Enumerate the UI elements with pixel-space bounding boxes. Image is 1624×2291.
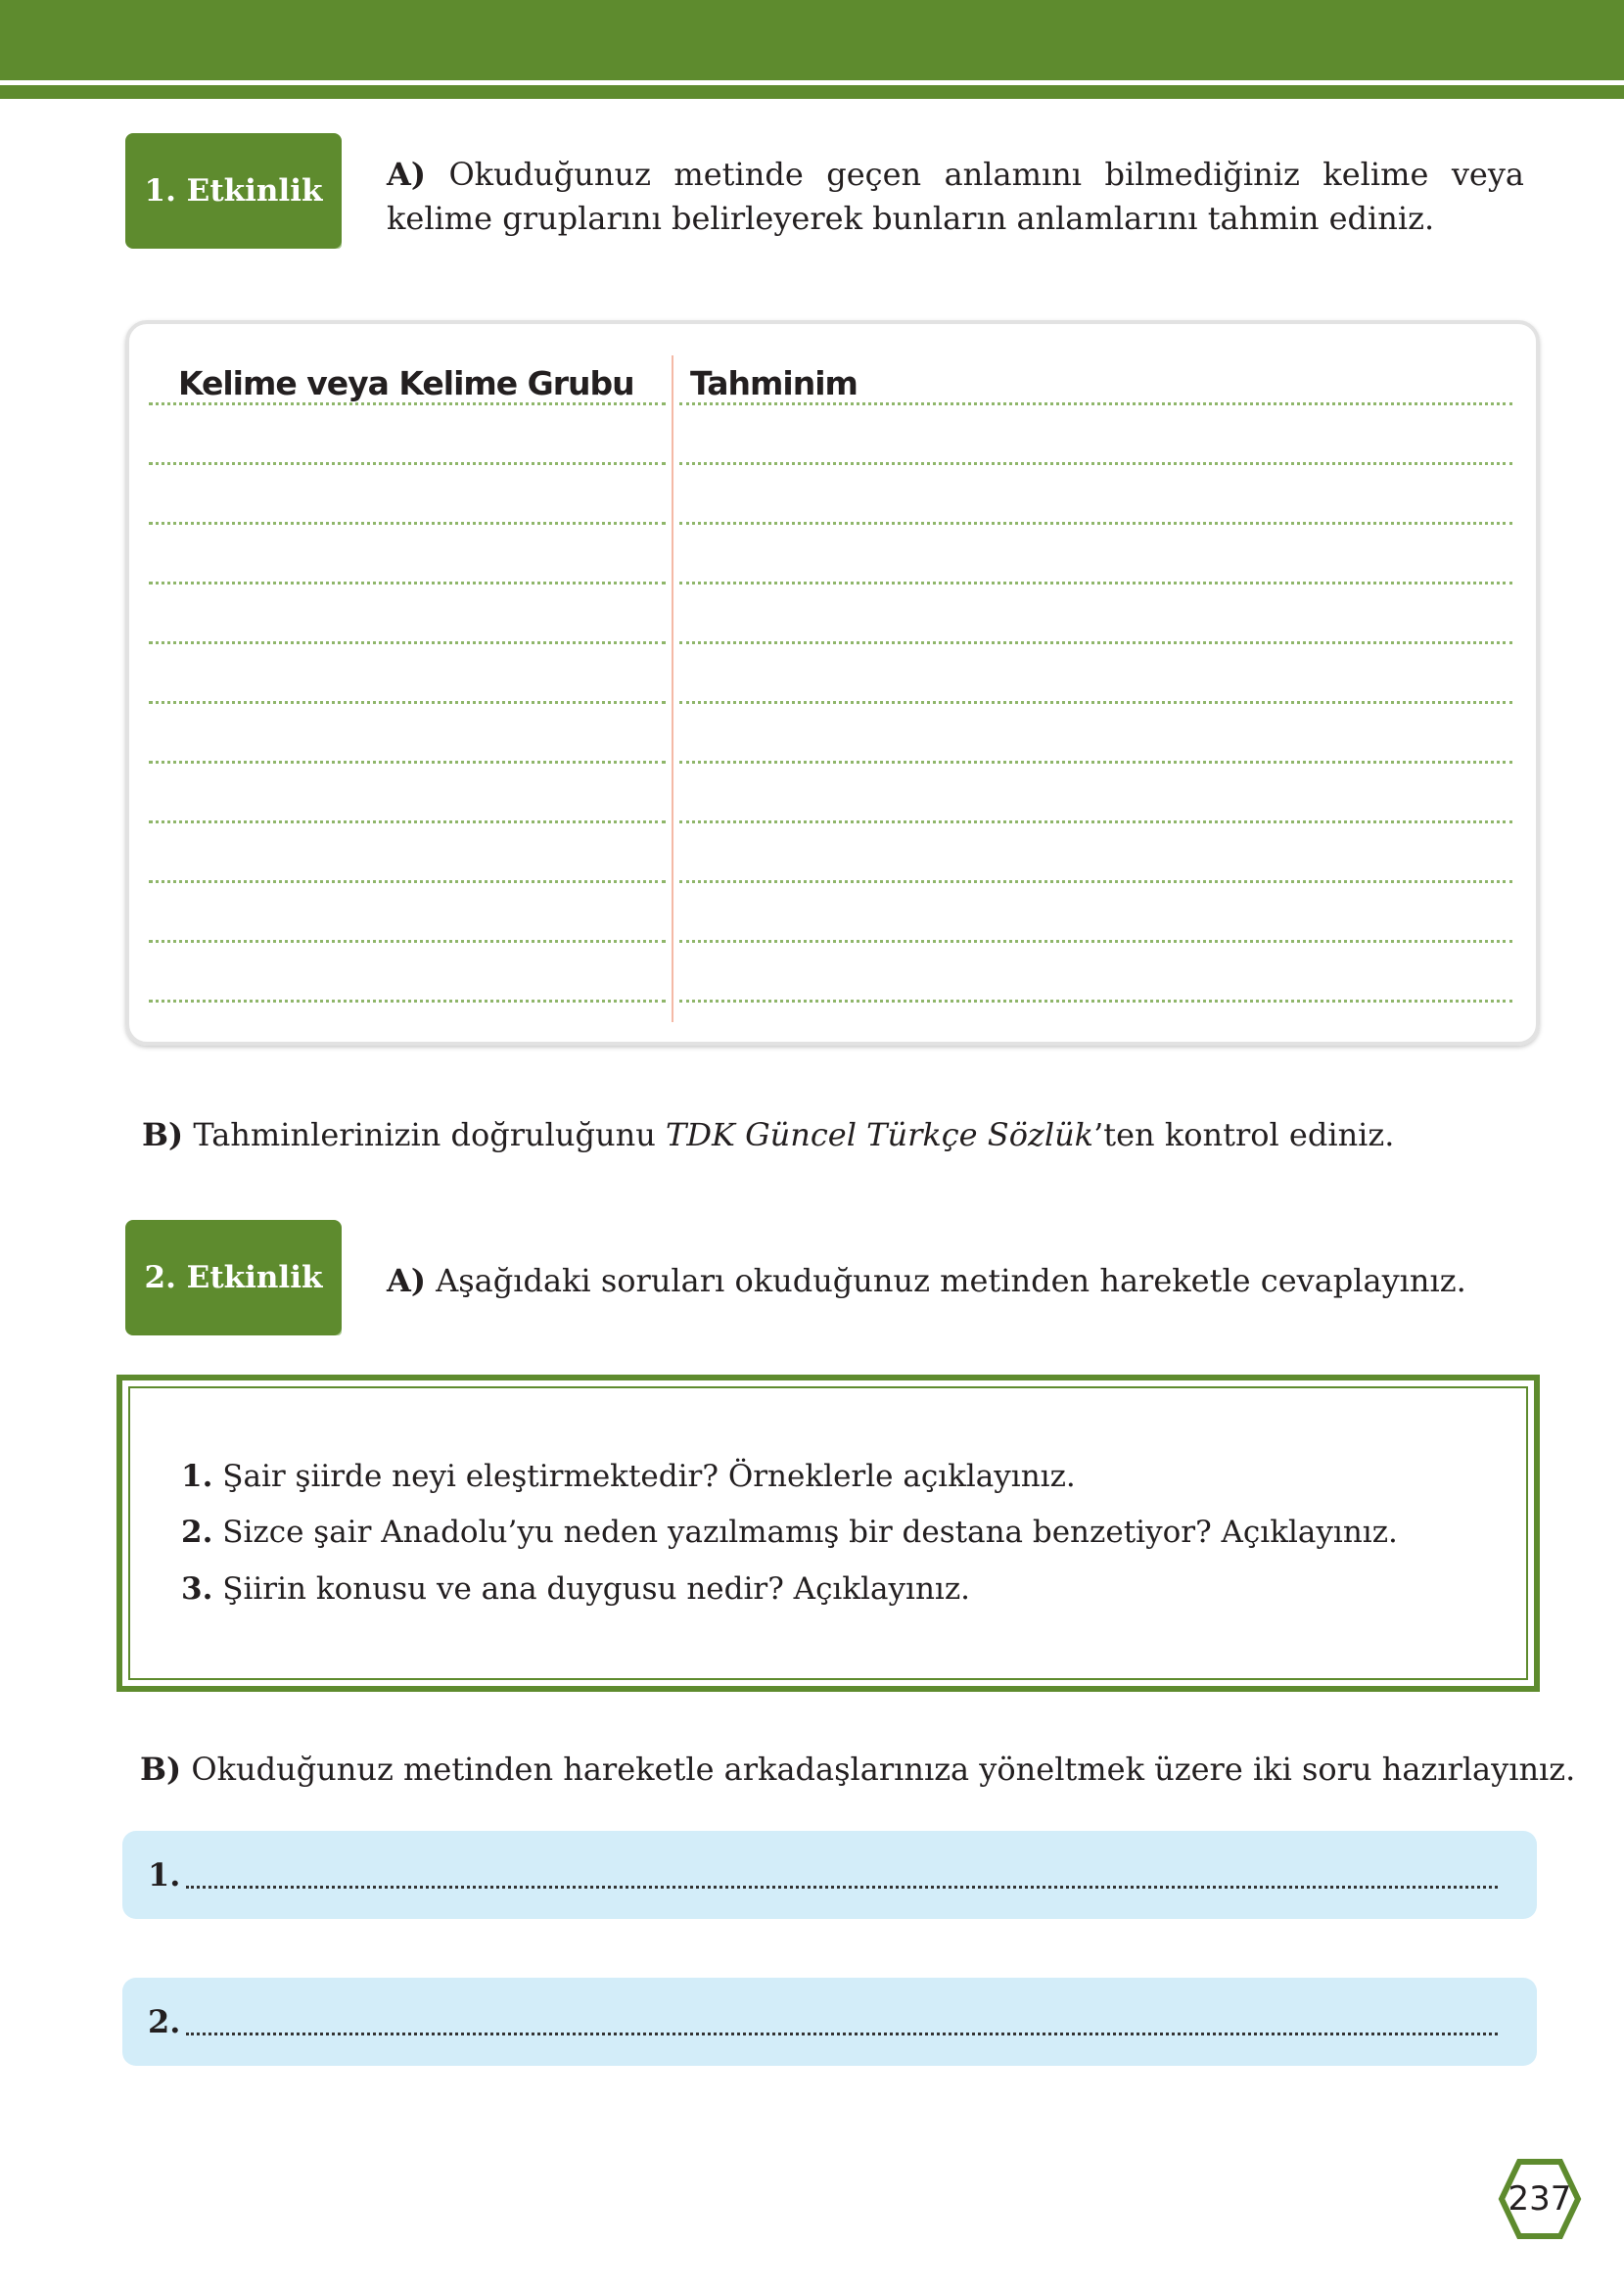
word-line[interactable]	[149, 820, 666, 823]
word-line[interactable]	[149, 701, 666, 704]
word-line[interactable]	[149, 880, 666, 883]
word-line[interactable]	[149, 522, 666, 525]
question-item: 2. Sizce şair Anadolu’yu neden yazılmamış bir destana benzetiyor? Açıklayınız.	[181, 1515, 1398, 1550]
activity-1-badge: 1. Etkinlik	[125, 133, 342, 249]
guess-line[interactable]	[679, 582, 1512, 584]
word-line[interactable]	[149, 1000, 666, 1003]
guess-line[interactable]	[679, 1000, 1512, 1003]
guess-line[interactable]	[679, 940, 1512, 943]
guess-line[interactable]	[679, 402, 1512, 405]
column-divider	[672, 355, 673, 1022]
guess-line[interactable]	[679, 761, 1512, 764]
activity-2-part-b: B) Okuduğunuz metinden hareketle arkadaşlarınıza yöneltmek üzere iki soru hazırlayınız.	[140, 1751, 1576, 1788]
page-number: 237	[1498, 2158, 1582, 2240]
activity-1-part-b: B) Tahminlerinizin doğruluğunu TDK Güncel Türkçe Sözlük’ten kontrol ediniz.	[142, 1116, 1395, 1153]
word-line[interactable]	[149, 940, 666, 943]
guess-line[interactable]	[679, 641, 1512, 644]
activity-1-instruction: A) Okuduğunuz metinde geçen anlamını bilmediğiniz kelime veya kelime gruplarını belirleyerek bunların anlamlarını tahmin ediniz.	[387, 156, 1525, 237]
guess-line[interactable]	[679, 880, 1512, 883]
column-header-word: Kelime veya Kelime Grubu	[178, 364, 634, 402]
answer-field-1[interactable]: 1.	[122, 1831, 1537, 1919]
word-line[interactable]	[149, 402, 666, 405]
header-bar	[0, 0, 1624, 80]
activity-2-instruction: A) Aşağıdaki soruları okuduğunuz metinden hareketle cevaplayınız.	[387, 1262, 1466, 1299]
word-line[interactable]	[149, 462, 666, 465]
answer-field-2[interactable]: 2.	[122, 1978, 1537, 2066]
guess-line[interactable]	[679, 701, 1512, 704]
column-header-guess: Tahminim	[690, 364, 858, 402]
question-item: 3. Şiirin konusu ve ana duygusu nedir? Açıklayınız.	[181, 1571, 971, 1607]
word-line[interactable]	[149, 582, 666, 584]
guess-line[interactable]	[679, 462, 1512, 465]
activity-2-badge: 2. Etkinlik	[125, 1220, 342, 1335]
word-line[interactable]	[149, 641, 666, 644]
vocabulary-table	[125, 320, 1540, 1046]
question-item: 1. Şair şiirde neyi eleştirmektedir? Örneklerle açıklayınız.	[181, 1459, 1076, 1494]
word-line[interactable]	[149, 761, 666, 764]
header-stripe	[0, 85, 1624, 99]
guess-line[interactable]	[679, 820, 1512, 823]
guess-line[interactable]	[679, 522, 1512, 525]
